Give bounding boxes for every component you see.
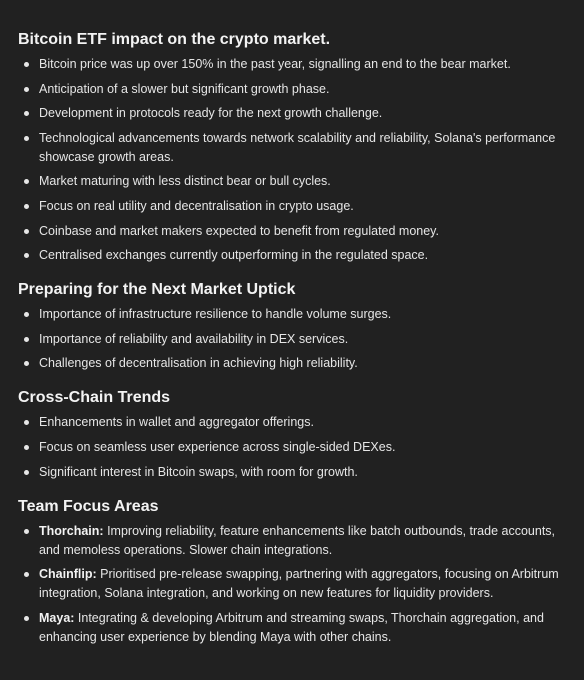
bullet-text: Importance of infrastructure resilience to handle volume surges. xyxy=(39,307,392,322)
bullet-text: Centralised exchanges currently outperforming in the regulated space. xyxy=(39,248,429,263)
bullet-text: Coinbase and market makers expected to benefit from regulated money. xyxy=(39,223,439,238)
bullet-item xyxy=(18,438,566,457)
bullet-text: Anticipation of a slower but significant growth phase. xyxy=(39,81,330,96)
bullet-item xyxy=(18,330,566,349)
bullet-text: Improving reliability, feature enhancements like batch outbounds, trade accounts, and memoless operations. Slower chain integrations. xyxy=(39,523,556,557)
section xyxy=(18,388,566,481)
bullet-item xyxy=(18,222,566,241)
bullet-item xyxy=(18,129,566,167)
bullet-item xyxy=(18,172,566,191)
bullet-lead-label: Maya: xyxy=(39,610,75,625)
summary-document xyxy=(18,30,566,647)
section xyxy=(18,30,566,265)
bullet-list xyxy=(18,413,566,481)
section-heading: Bitcoin ETF impact on the crypto market. xyxy=(18,31,331,48)
bullet-text: Integrating & developing Arbitrum and streaming swaps, Thorchain aggregation, and enhancing user experience by blending Maya with other chains. xyxy=(39,610,544,644)
bullet-item xyxy=(18,80,566,99)
bullet-text: Importance of reliability and availability in DEX services. xyxy=(39,331,349,346)
section xyxy=(18,280,566,373)
bullet-text: Challenges of decentralisation in achieving high reliability. xyxy=(39,356,358,371)
bullet-item xyxy=(18,413,566,432)
bullet-text: Enhancements in wallet and aggregator offerings. xyxy=(39,415,314,430)
bullet-item xyxy=(18,463,566,482)
bullet-item xyxy=(18,246,566,265)
bullet-text: Focus on seamless user experience across single-sided DEXes. xyxy=(39,439,396,454)
bullet-item xyxy=(18,104,566,123)
bullet-text: Development in protocols ready for the next growth challenge. xyxy=(39,106,383,121)
bullet-text: Market maturing with less distinct bear or bull cycles. xyxy=(39,174,331,189)
section xyxy=(18,497,566,647)
bullet-item xyxy=(18,609,566,647)
bullet-text: Technological advancements towards network scalability and reliability, Solana's performance showcase growth areas. xyxy=(39,130,556,164)
bullet-text: Focus on real utility and decentralisation in crypto usage. xyxy=(39,198,354,213)
bullet-item xyxy=(18,354,566,373)
bullet-text: Prioritised pre-release swapping, partnering with aggregators, focusing on Arbitrum integration, Solana integration, and working on new features for liquidity providers. xyxy=(39,567,559,601)
bullet-lead-label: Chainflip: xyxy=(39,567,97,582)
bullet-text: Bitcoin price was up over 150% in the past year, signalling an end to the bear market. xyxy=(39,57,511,71)
bullet-text: Significant interest in Bitcoin swaps, with room for growth. xyxy=(39,464,358,479)
bullet-list xyxy=(18,305,566,373)
bullet-item xyxy=(18,305,566,324)
bullet-item xyxy=(18,55,566,74)
bullet-item xyxy=(18,565,566,603)
section-heading: Team Focus Areas xyxy=(18,497,159,515)
bullet-list xyxy=(18,522,566,647)
bullet-lead-label: Thorchain: xyxy=(39,523,104,538)
bullet-list xyxy=(18,55,566,265)
bullet-item xyxy=(18,197,566,216)
section-heading: Cross-Chain Trends xyxy=(18,389,171,407)
section-heading: Preparing for the Next Market Uptick xyxy=(18,281,296,299)
bullet-item xyxy=(18,522,566,560)
